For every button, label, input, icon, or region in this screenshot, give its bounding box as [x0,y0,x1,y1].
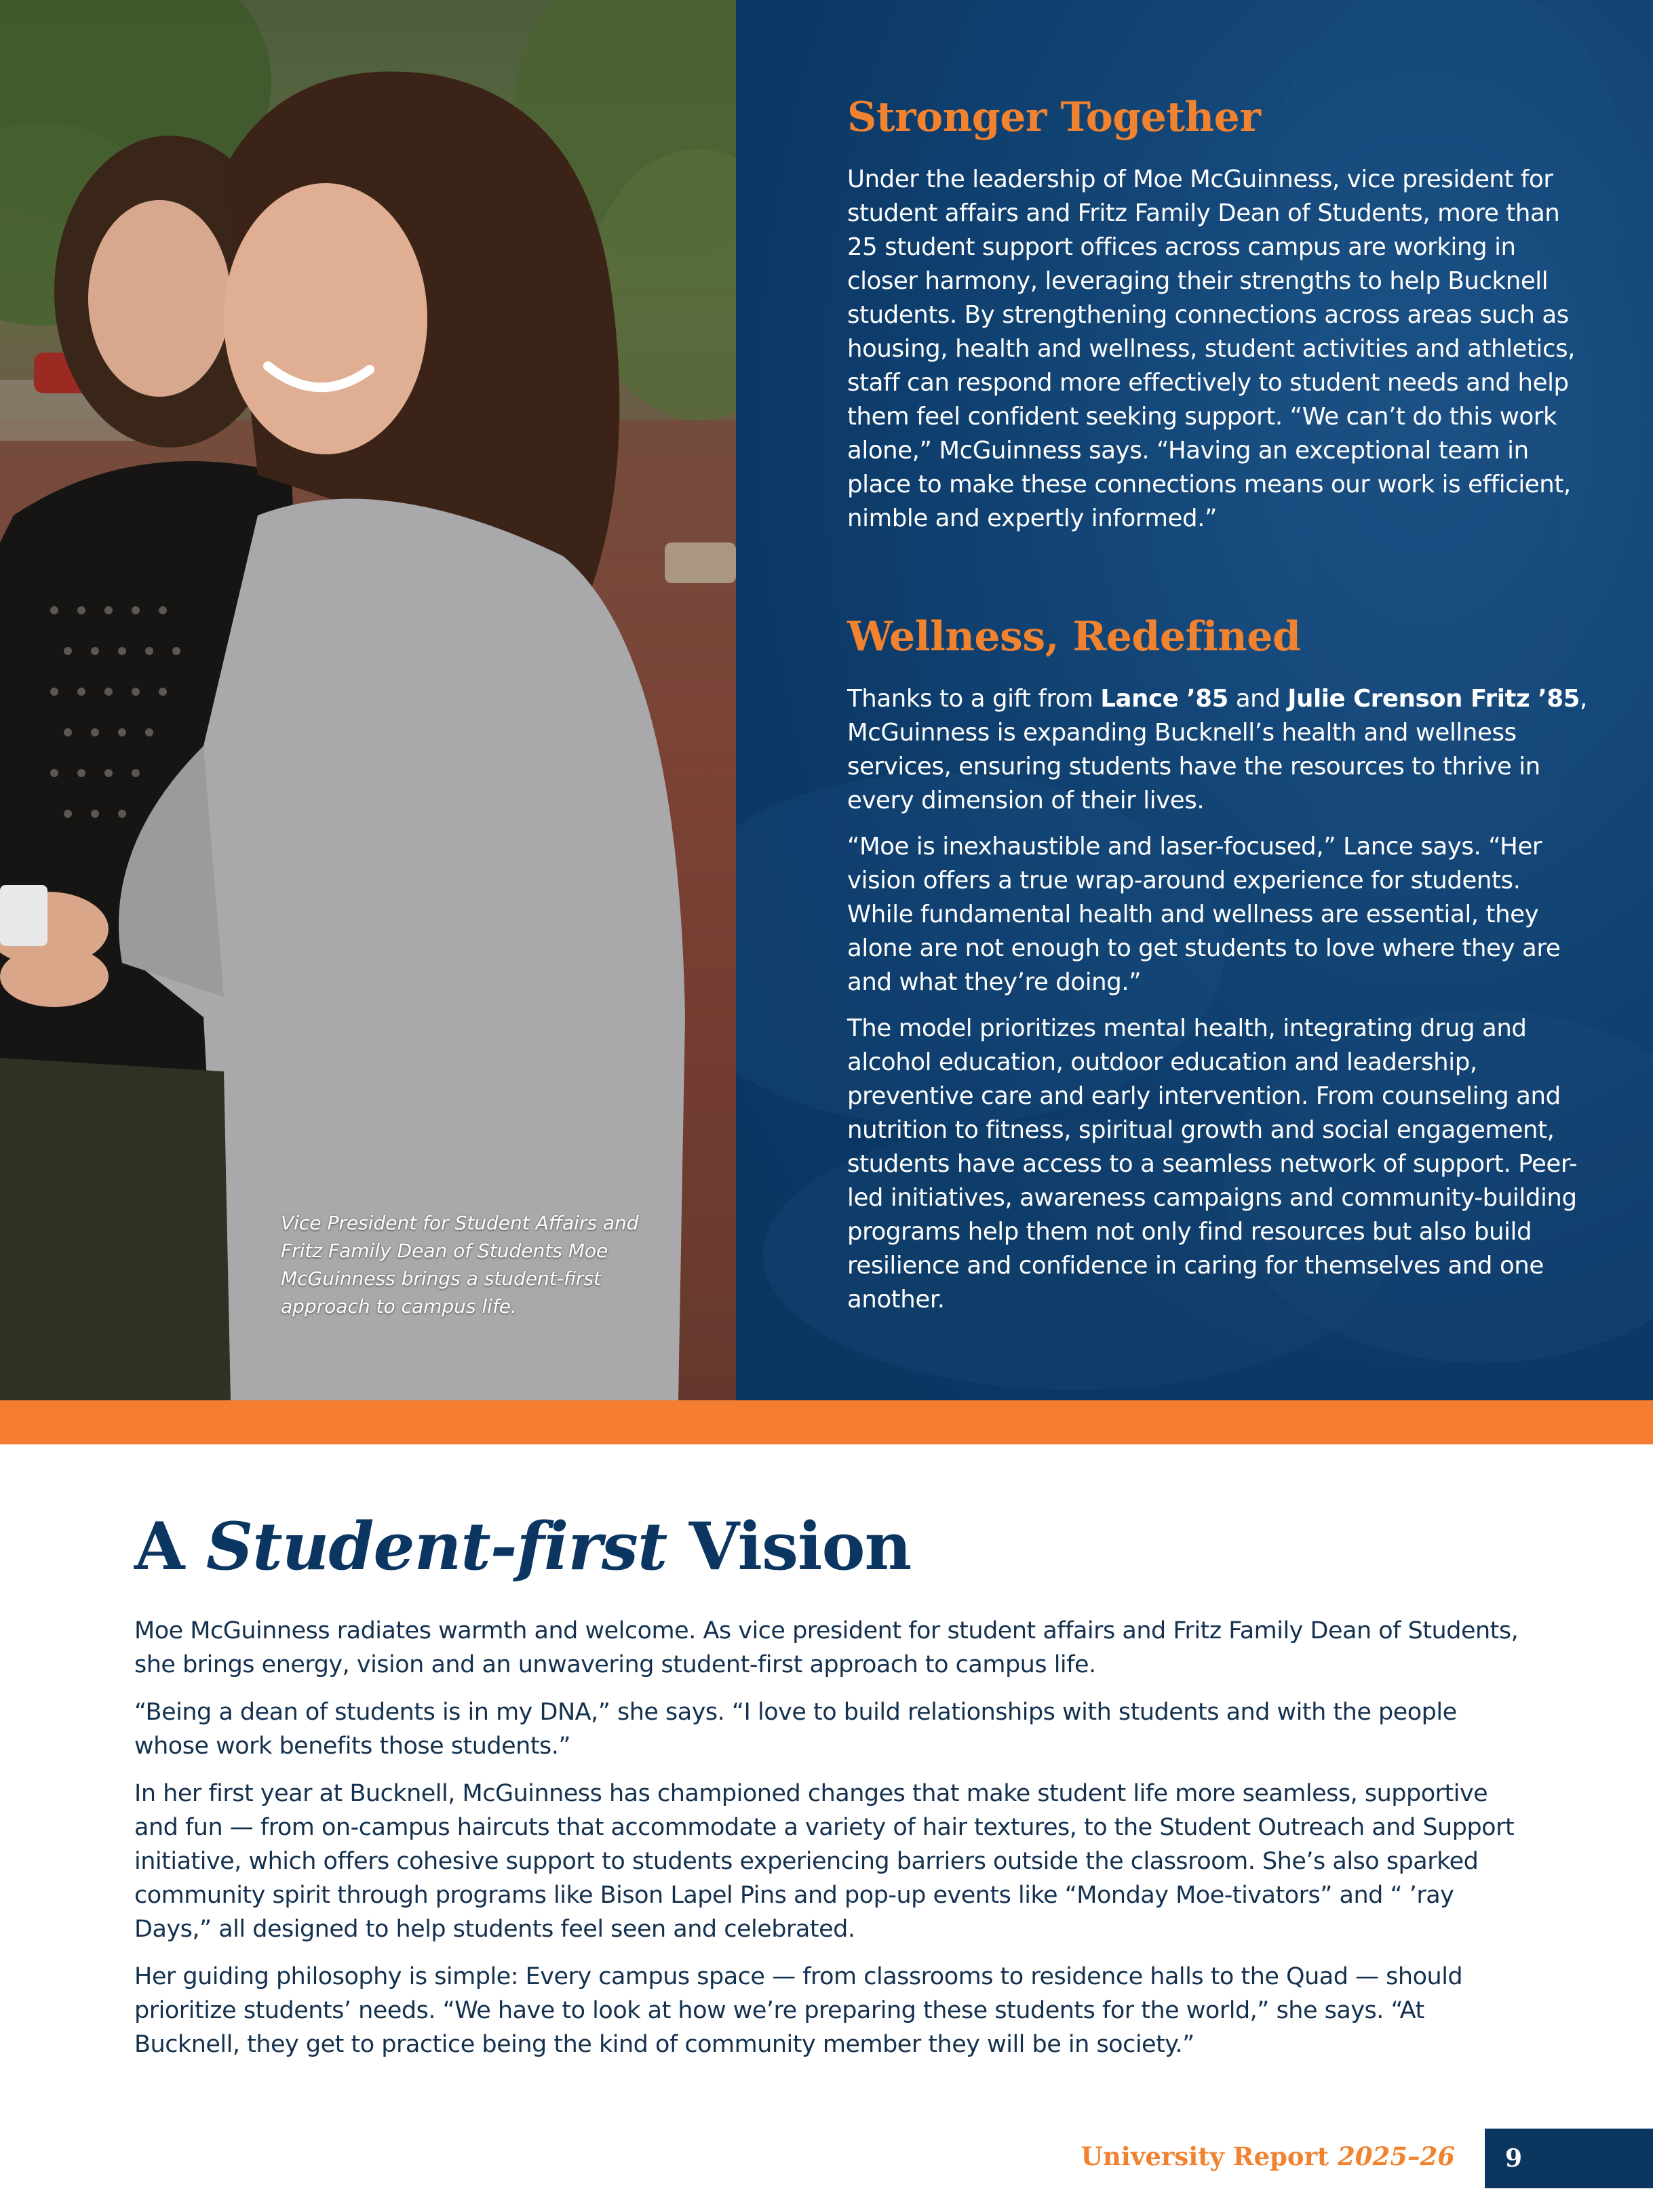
wellness-paragraph-2: “Moe is inexhaustible and laser-focused,” Lance says. “Her vision offers a true wrap-around experience for students. While fundamental health and wellness are essential, they alone are not enough to get students to love where they are and what they’re doing.” [847,833,1561,996]
article-title-emphasis: Student-first [206,1508,667,1585]
photo-illustration [0,0,736,1400]
student-first-article [134,1507,1532,2061]
article-title [134,1507,1532,1587]
page-number-box [1485,2129,1653,2188]
article-title-suffix: Vision [667,1508,912,1585]
page-number: 9 [1505,2144,1523,2173]
footer-report-name: University Report [1081,2141,1338,2171]
article-paragraph-3: In her first year at Bucknell, McGuinness has championed changes that make student life more seamless, supportive and fun — from on-campus haircuts that accommodate a variety of hair textures, to the Student Outreach and Support initiative, which offers cohesive support to students experiencing barriers outside the classroom. She’s also sparked community spirit through programs like Bison Lapel Pins and pop-up events like “Monday Moe-tivators” and “ ’ray Days,” all designed to help students feel seen and celebrated. [134,1780,1515,1943]
footer-report-label [1081,2139,1455,2173]
blue-info-panel [736,0,1653,1400]
photo-two-students [0,0,736,1400]
footer-report-years: 2025–26 [1338,2141,1455,2171]
wellness-p1-prefix: Thanks to a gift from [847,685,1101,713]
wellness-heading: Wellness, Redefined [847,613,1301,660]
article-paragraph-2: “Being a dean of students is in my DNA,” she says. “I love to build relationships with students and with the people whose work benefits those students.” [134,1699,1457,1760]
wellness-paragraph-1 [847,682,1593,818]
blue-panel-content [847,91,1593,1317]
stronger-together-body: Under the leadership of Moe McGuinness, vice president for student affairs and Fritz Family Dean of Students, more than 25 student support offices across campus are working in closer harmony, leveraging their strengths to help Bucknell students. By strengthening connections across areas such as housing, health and wellness, student activities and athletics, staff can respond more effectively to student needs and help them feel confident seeking support. “We can’t do this work alone,” McGuinness says. “Having an exceptional team in place to make these connections means our work is efficient, nimble and expertly informed.” [847,165,1576,532]
photo-caption: Vice President for Student Affairs and Fritz Family Dean of Students Moe McGuinness brings a student-first approach to campus life. [281,1212,639,1318]
donor-name-lance: Lance ’85 [1100,685,1228,713]
wellness-paragraph-3: The model prioritizes mental health, integrating drug and alcohol education, outdoor education and leadership, preventive care and early intervention. From counseling and nutrition to fitness, spiritual growth and social engagement, students have access to a seamless network of support. Peer-led initiatives, awareness campaigns and community-building programs help them not only find resources but also build resilience and confidence in caring for themselves and one another. [847,1014,1578,1314]
stronger-together-heading: Stronger Together [847,94,1261,141]
section-spacer [847,536,1593,610]
wellness-p1-suffix: , McGuinness is expanding Bucknell’s health and wellness services, ensuring students have the resources to thrive in every dimension of their lives. [847,685,1587,814]
article-paragraph-1: Moe McGuinness radiates warmth and welcome. As vice president for student affairs and Fritz Family Dean of Students, she brings energy, vision and an unwavering student-first approach to campus life. [134,1617,1519,1678]
article-paragraph-4: Her guiding philosophy is simple: Every campus space — from classrooms to residence halls to the Quad — should prioritize students’ needs. “We have to look at how we’re preparing these students for the world,” she says. “At Bucknell, they get to practice being the kind of community member they will be in society.” [134,1963,1463,2058]
wellness-p1-and: and [1228,685,1288,713]
orange-divider-bar [0,1400,1653,1444]
donor-name-julie: Julie Crenson Fritz ’85 [1287,685,1580,713]
article-title-prefix: A [134,1508,206,1585]
